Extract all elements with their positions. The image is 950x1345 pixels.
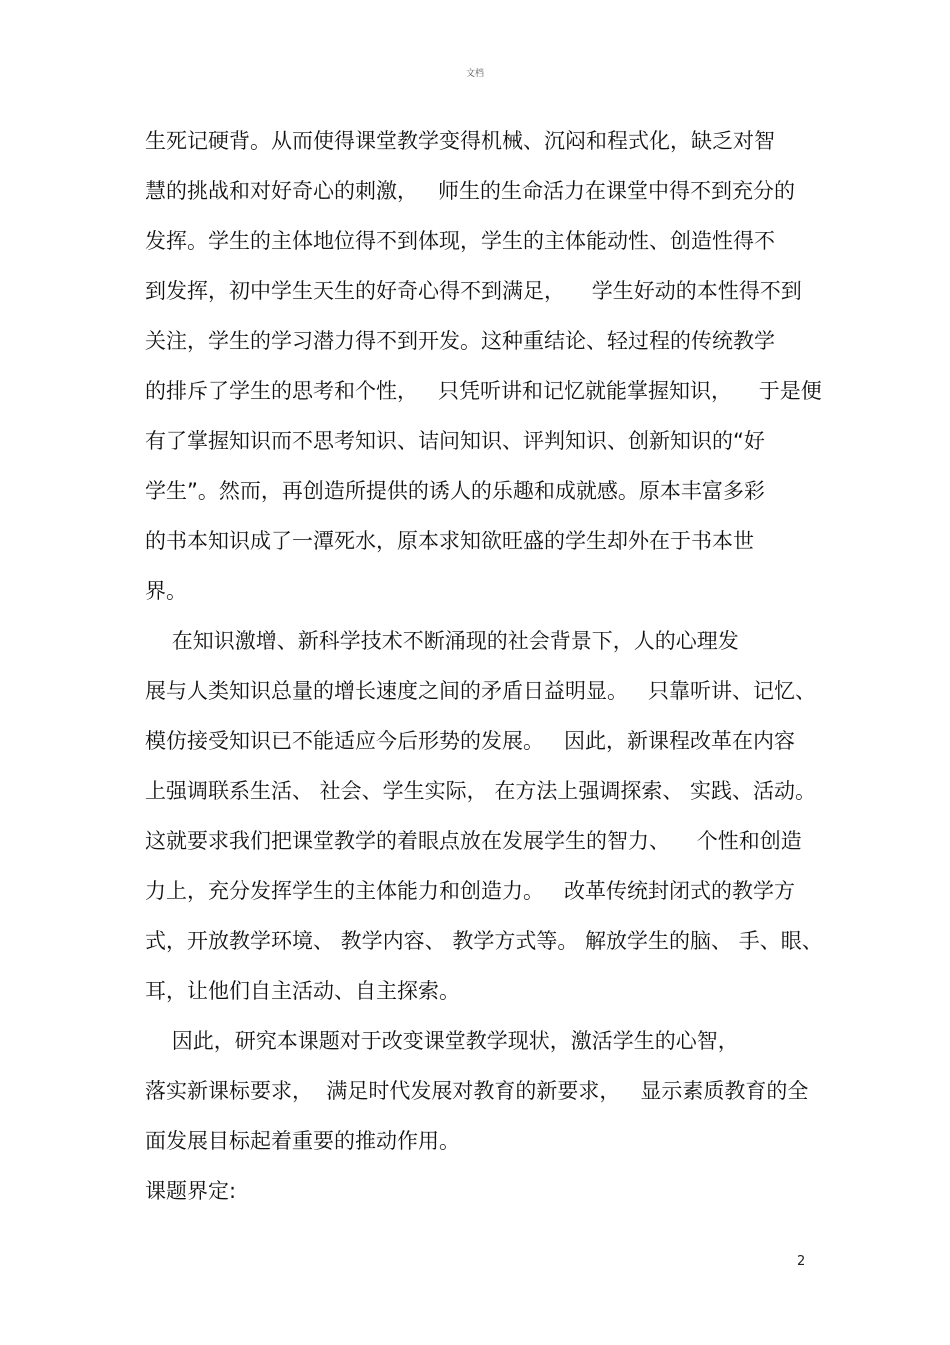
text-line: 慧的挑战和对好奇心的刺激， 师生的生命活力在课堂中得不到充分的 bbox=[145, 179, 796, 203]
text-line: 的排斥了学生的思考和个性， 只凭听讲和记忆就能掌握知识， 于是便 bbox=[145, 379, 822, 403]
paragraph-start-line: 在知识激增、新科学技术不断涌现的社会背景下，人的心理发 bbox=[145, 629, 739, 653]
section-heading: 课题界定: bbox=[145, 1179, 237, 1203]
text-line: 落实新课标要求， 满足时代发展对教育的新要求， 显示素质教育的全 bbox=[145, 1079, 809, 1103]
text-line: 耳，让他们自主活动、自主探索。 bbox=[145, 979, 460, 1003]
page-number: 2 bbox=[797, 1254, 806, 1269]
text-line: 学生”。然而，再创造所提供的诱人的乐趣和成就感。原本丰富多彩 bbox=[145, 479, 765, 503]
text-line: 到发挥，初中学生天生的好奇心得不到满足， 学生好动的本性得不到 bbox=[145, 279, 802, 303]
text-line: 这就要求我们把课堂教学的着眼点放在发展学生的智力、 个性和创造 bbox=[145, 829, 802, 853]
text-line: 生死记硬背。从而使得课堂教学变得机械、沉闷和程式化，缺乏对智 bbox=[145, 129, 775, 153]
paragraph-start-line: 因此，研究本课题对于改变课堂教学现状，激活学生的心智， bbox=[145, 1029, 739, 1053]
text-line: 发挥。学生的主体地位得不到体现，学生的主体能动性、创造性得不 bbox=[145, 229, 775, 253]
text-line: 上强调联系生活、 社会、学生实际， 在方法上强调探索、 实践、活动。 bbox=[145, 779, 817, 803]
text-line: 力上，充分发挥学生的主体能力和创造力。 改革传统封闭式的教学方 bbox=[145, 879, 796, 903]
text-line: 关注，学生的学习潜力得不到开发。这种重结论、轻过程的传统教学 bbox=[145, 329, 775, 353]
text-line: 的书本知识成了一潭死水，原本求知欲旺盛的学生却外在于书本世 bbox=[145, 529, 754, 553]
page-header: 文档 bbox=[465, 69, 484, 79]
text-line: 模仿接受知识已不能适应今后形势的发展。 因此，新课程改革在内容 bbox=[145, 729, 796, 753]
text-line: 界。 bbox=[145, 579, 187, 603]
text-line: 有了掌握知识而不思考知识、诘问知识、评判知识、创新知识的“好 bbox=[145, 429, 765, 453]
text-line: 展与人类知识总量的增长速度之间的矛盾日益明显。 只靠听讲、记忆、 bbox=[145, 679, 817, 703]
text-line: 式，开放教学环境、 教学内容、 教学方式等。 解放学生的脑、 手、眼、 bbox=[145, 929, 823, 953]
text-line: 面发展目标起着重要的推动作用。 bbox=[145, 1129, 460, 1153]
